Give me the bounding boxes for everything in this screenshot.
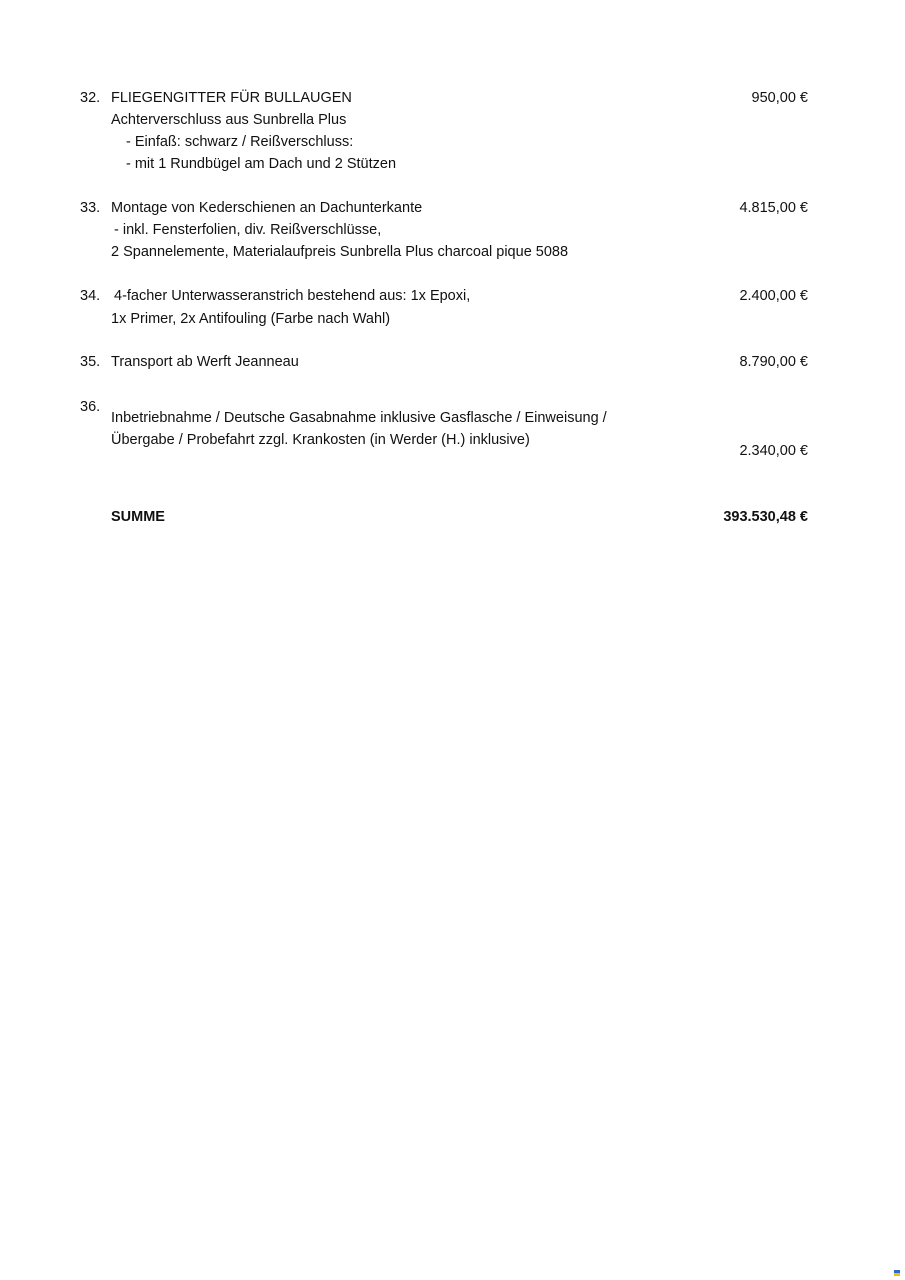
- item-33-line-2: - inkl. Fensterfolien, div. Reißverschlüsse,: [114, 222, 382, 238]
- item-33-price: 4.815,00 €: [739, 200, 808, 216]
- item-34-number: 34.: [80, 288, 101, 304]
- item-35-number: 35.: [80, 354, 101, 370]
- item-34-title: 4-facher Unterwasseranstrich bestehend aus: 1x Epoxi,: [114, 288, 471, 304]
- total-label: SUMME: [111, 509, 165, 525]
- item-36-price: 2.340,00 €: [739, 443, 808, 459]
- item-36-title: Inbetriebnahme / Deutsche Gasabnahme inklusive Gasflasche / Einweisung /: [111, 410, 607, 426]
- item-32-line-4: - mit 1 Rundbügel am Dach und 2 Stützen: [126, 156, 397, 172]
- item-34-price: 2.400,00 €: [739, 288, 808, 304]
- item-32-line-2: Achterverschluss aus Sunbrella Plus: [111, 112, 347, 128]
- item-32-number: 32.: [80, 90, 101, 106]
- item-32-line-3: - Einfaß: schwarz / Reißverschluss:: [126, 134, 354, 150]
- item-33-line-3: 2 Spannelemente, Materialaufpreis Sunbrella Plus charcoal pique 5088: [111, 244, 569, 260]
- item-32-title: FLIEGENGITTER FÜR BULLAUGEN: [111, 90, 352, 106]
- corner-mark-icon: [894, 1270, 900, 1276]
- item-35-price: 8.790,00 €: [739, 354, 808, 370]
- total-value: 393.530,48 €: [723, 509, 808, 525]
- item-32-price: 950,00 €: [751, 90, 808, 106]
- item-34-line-2: 1x Primer, 2x Antifouling (Farbe nach Wahl): [111, 311, 391, 327]
- item-33-title: Montage von Kederschienen an Dachunterkante: [111, 200, 423, 216]
- item-33-number: 33.: [80, 200, 101, 216]
- item-36-number: 36.: [80, 399, 101, 415]
- item-36-line-2: Übergabe / Probefahrt zzgl. Krankosten (in Werder (H.) inklusive): [111, 432, 530, 448]
- item-35-title: Transport ab Werft Jeanneau: [111, 354, 299, 370]
